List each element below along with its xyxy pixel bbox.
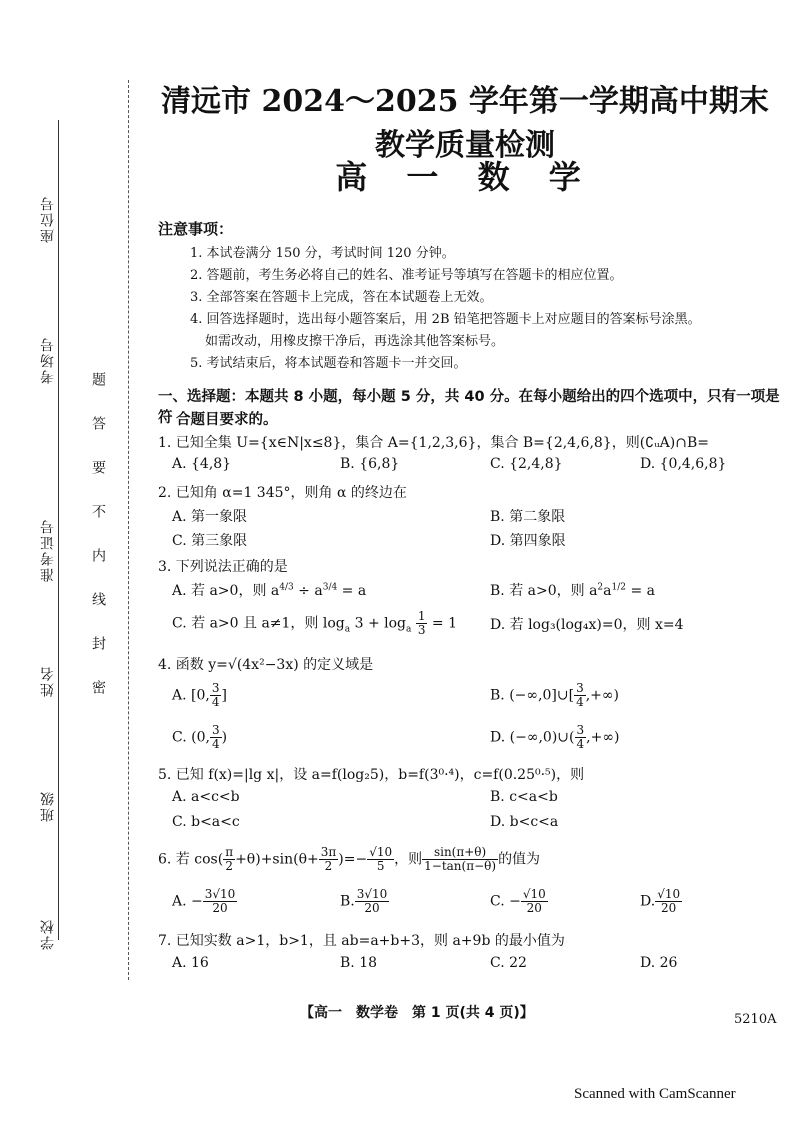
notice-item: 4. 回答选择题时，选出每小题答案后，用 2B 铅笔把答题卡上对应题目的答案标号涂黑。 bbox=[190, 312, 701, 327]
question-5-stem: 5. 已知 f(x)=|lg x|，设 a=f(log₂5)，b=f(3⁰·⁴)，c=f(0.25⁰·⁵)，则 bbox=[158, 767, 585, 783]
q7-option-c: C. 22 bbox=[490, 955, 527, 971]
binding-line bbox=[58, 120, 59, 940]
question-1-stem: 1. 已知全集 U={x∈N|x≤8}，集合 A={1,2,3,6}，集合 B={2,4,6,8}，则(∁ᵤA)∩B= bbox=[158, 435, 709, 451]
seal-dashed-line bbox=[128, 80, 129, 980]
fraction: $\frac{\pi}{2}$ bbox=[225, 845, 234, 873]
question-6-stem: 6. 若 cos( $\frac{\pi}{2}$ +θ)+sin(θ+ $\frac{3\pi}{2}$ )=− $\frac{√10}{5}$ ，则 $\frac{\sin(\pi+\theta)}{1-\tan(\pi-\theta)}$ 的值为 bbox=[158, 845, 541, 873]
notice-item: 如需改动，用橡皮擦干净后，再选涂其他答案标号。 bbox=[205, 334, 505, 349]
seal-char: 答 bbox=[90, 416, 106, 430]
q3-option-b: B. 若 a>0，则 $a^2a^{1/2} = a$ bbox=[490, 582, 655, 599]
notice-item: 2. 答题前，考生务必将自己的姓名、准考证号等填写在答题卡的相应位置。 bbox=[190, 268, 623, 283]
section-heading-cont: 合题目要求的。 bbox=[176, 412, 278, 428]
seal-char: 封 bbox=[90, 636, 106, 650]
fraction: $\frac{1}{3}$ bbox=[417, 609, 426, 637]
fraction: $\frac{3\pi}{2}$ bbox=[320, 845, 337, 873]
notice-item: 1. 本试卷满分 150 分，考试时间 120 分钟。 bbox=[190, 246, 455, 261]
page-footer: 【高一 数学卷 第 1 页(共 4 页)】 bbox=[300, 1005, 534, 1021]
q5-option-a: A. a<c<b bbox=[172, 789, 240, 805]
scanner-watermark: Scanned with CamScanner bbox=[574, 1086, 736, 1102]
seat-label: 座位号 bbox=[40, 195, 56, 243]
section-heading: 一、选择题：本题共 8 小题，每小题 5 分，共 40 分。在每小题给出的四个选项中，只有一项是符 bbox=[158, 389, 780, 426]
q4-option-d: D. (−∞,0)∪( $\frac{3}{4}$ ,+∞) bbox=[490, 723, 620, 751]
q5-option-b: B. c<a<b bbox=[490, 789, 558, 805]
fraction: $\frac{3}{4}$ bbox=[576, 723, 585, 751]
seal-char: 要 bbox=[90, 460, 106, 474]
fraction: $\frac{3}{4}$ bbox=[211, 681, 220, 709]
subject-title: 高 一 数 学 bbox=[335, 158, 595, 196]
seal-char: 不 bbox=[90, 504, 106, 518]
q2-option-a: A. 第一象限 bbox=[172, 509, 248, 525]
seal-char: 线 bbox=[90, 592, 106, 606]
q3-option-c: C. 若 a>0 且 a≠1，则 $\log_a 3 + \log_a$ $\frac{1}{3}$ = 1 bbox=[172, 609, 458, 637]
admission-label: 准考证号 bbox=[40, 518, 56, 582]
notice-item: 3. 全部答案在答题卡上完成，答在本试题卷上无效。 bbox=[190, 290, 493, 305]
fraction: $\frac{3}{4}$ bbox=[576, 681, 584, 709]
q7-option-b: B. 18 bbox=[340, 955, 378, 971]
q6-option-a: A. − $\frac{3√10}{20}$ bbox=[172, 887, 236, 915]
q4-option-c: C. (0, $\frac{3}{4}$ ) bbox=[172, 723, 228, 751]
q3-option-d: D. 若 log₃(log₄x)=0，则 x=4 bbox=[490, 617, 684, 633]
school-label: 学校 bbox=[40, 918, 56, 950]
fraction: $\frac{3√10}{20}$ bbox=[356, 887, 388, 915]
q2-option-d: D. 第四象限 bbox=[490, 533, 566, 549]
exam-room-label: 考场号 bbox=[40, 336, 56, 384]
name-label: 姓名 bbox=[40, 665, 56, 697]
fraction: $\frac{√10}{20}$ bbox=[657, 887, 681, 915]
seal-char: 密 bbox=[90, 680, 106, 694]
q4-option-b: B. (−∞,0]∪[ $\frac{3}{4}$ ,+∞) bbox=[490, 681, 620, 709]
q1-option-c: C. {2,4,8} bbox=[490, 456, 563, 472]
q1-option-a: A. {4,8} bbox=[172, 456, 232, 472]
fraction: $\frac{√10}{5}$ bbox=[369, 845, 393, 873]
q5-option-c: C. b<a<c bbox=[172, 814, 240, 830]
question-2-stem: 2. 已知角 α=1 345°，则角 α 的终边在 bbox=[158, 485, 407, 501]
fraction: $\frac{√10}{20}$ bbox=[522, 887, 546, 915]
q7-option-d: D. 26 bbox=[640, 955, 678, 971]
question-4-stem: 4. 函数 y=√(4x²−3x) 的定义域是 bbox=[158, 657, 374, 673]
question-7-stem: 7. 已知实数 a>1，b>1，且 ab=a+b+3，则 a+9b 的最小值为 bbox=[158, 933, 565, 949]
fraction: $\frac{3}{4}$ bbox=[211, 723, 220, 751]
q2-option-b: B. 第二象限 bbox=[490, 509, 566, 525]
exam-title: 清远市 2024～2025 学年第一学期高中期末教学质量检测 bbox=[161, 84, 769, 163]
class-label: 班级 bbox=[40, 790, 56, 822]
notice-heading: 注意事项： bbox=[158, 220, 234, 238]
q5-option-d: D. b<c<a bbox=[490, 814, 559, 830]
question-3-stem: 3. 下列说法正确的是 bbox=[158, 559, 288, 575]
q2-option-c: C. 第三象限 bbox=[172, 533, 248, 549]
q4-option-a: A. [0, $\frac{3}{4}$ ] bbox=[172, 681, 227, 709]
seal-char: 题 bbox=[90, 372, 106, 386]
q6-option-c: C. − $\frac{√10}{20}$ bbox=[490, 887, 546, 915]
q6-option-b: B. $\frac{3√10}{20}$ bbox=[340, 887, 388, 915]
seal-char: 内 bbox=[90, 548, 106, 562]
q1-option-d: D. {0,4,6,8} bbox=[640, 456, 727, 472]
paper-code: 5210A bbox=[734, 1012, 777, 1027]
fraction: $\frac{3√10}{20}$ bbox=[204, 887, 236, 915]
q3-option-a: A. 若 a>0，则 $a^{4/3} \div a^{3/4} = a$ bbox=[172, 582, 367, 599]
notice-item: 5. 考试结束后，将本试题卷和答题卡一并交回。 bbox=[190, 356, 467, 371]
fraction: $\frac{\sin(\pi+\theta)}{1-\tan(\pi-\theta)}$ bbox=[424, 845, 497, 873]
q6-option-d: D. $\frac{√10}{20}$ bbox=[640, 887, 681, 915]
q7-option-a: A. 16 bbox=[172, 955, 209, 971]
q1-option-b: B. {6,8} bbox=[340, 456, 400, 472]
